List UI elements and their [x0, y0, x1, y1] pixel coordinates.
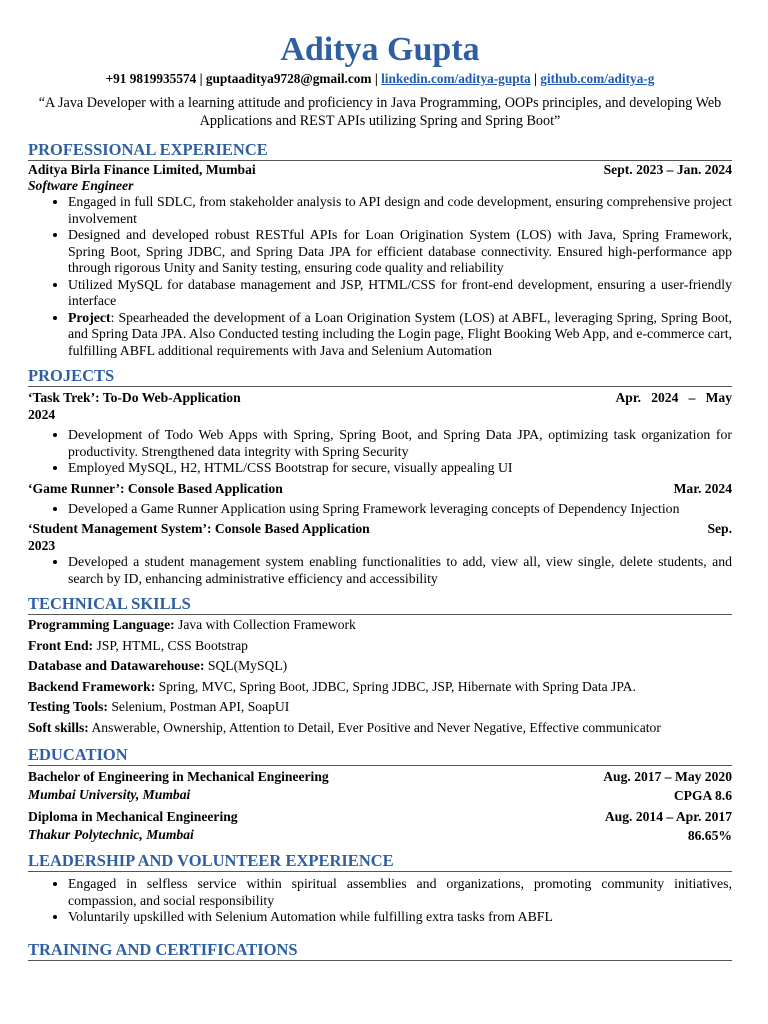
experience-header	[28, 161, 732, 178]
job-title: Software Engineer	[28, 178, 134, 193]
experience-dates: Sept. 2023 – Jan. 2024	[603, 162, 732, 177]
summary-statement: “A Java Developer with a learning attitude and proficiency in Java Programming, OOPs principles, and developing Web Applications and REST APIs utilizing Spring and Spring Boot”	[38, 95, 722, 129]
contact-line: +91 9819935574 | guptaaditya9728@gmail.com | linkedin.com/aditya-gupta | github.com/aditya-g	[105, 71, 655, 86]
skill-line: Backend Framework: Spring, MVC, Spring Boot, JDBC, Spring JDBC, JSP, Hibernate with Spring Data JPA.	[28, 678, 636, 694]
list-item: • Voluntarily upskilled with Selenium Automation while fulfilling extra tasks from ABFL	[68, 909, 732, 926]
grade: CPGA 8.6	[673, 788, 732, 803]
section-heading-leadership: LEADERSHIP AND VOLUNTEER EXPERIENCE	[28, 851, 732, 872]
leadership-bullets	[28, 876, 732, 926]
project-text: : Spearheaded the development of a Loan Origination System (LOS) at ABFL, leveraging Spring, Spring Boot, and Spring Data JPA. Also Conducted testing including the Login page, Flight Booking Web App, and e-commerce cart, fulfilling ABFL additional requirements with Java and Selenium Automation	[68, 309, 732, 358]
degree: Diploma in Mechanical Engineering	[28, 809, 238, 824]
education-sub	[28, 787, 732, 804]
education-header	[28, 808, 732, 825]
project-title: ‘Game Runner’: Console Based Application	[28, 480, 283, 496]
project-title: ‘Task Trek’: To-Do Web-Application	[28, 390, 241, 405]
list-item: • Employed MySQL, H2, HTML/CSS Bootstrap for secure, visually appealing UI	[68, 460, 732, 477]
linkedin-link[interactable]: linkedin.com/aditya-gupta	[381, 71, 531, 86]
education-dates: Aug. 2017 – May 2020	[603, 769, 732, 784]
project-date-wrap: 2023	[28, 538, 56, 553]
school: Thakur Polytechnic, Mumbai	[28, 827, 194, 842]
school: Mumbai University, Mumbai	[28, 787, 191, 802]
list-item: • Developed a Game Runner Application using Spring Framework leveraging concepts of Dependency Injection	[68, 501, 732, 518]
project-bullets	[28, 427, 732, 477]
project-header	[28, 520, 732, 537]
github-link[interactable]: github.com/aditya-g	[540, 71, 655, 86]
company-name: Aditya Birla Finance Limited, Mumbai	[28, 162, 256, 177]
phone: +91 9819935574	[105, 71, 197, 86]
list-item: • Developed a student management system enabling functionalities to add, view all, view single, delete students, and search by ID, enhancing administrative efficiency and accessibility	[68, 554, 732, 587]
education-header	[28, 768, 732, 785]
skill-line: Programming Language: Java with Collection Framework	[28, 617, 356, 632]
project-date-wrap: 2024	[28, 407, 56, 422]
list-item: • Utilized MySQL for database management and JSP, HTML/CSS for front-end development, ensuring a user-friendly interface	[68, 277, 732, 310]
project-bullets	[28, 501, 732, 518]
section-heading-education: EDUCATION	[28, 745, 732, 766]
skill-line: Front End: JSP, HTML, CSS Bootstrap	[28, 637, 248, 653]
candidate-name: Aditya Gupta	[280, 31, 480, 68]
section-heading-skills: TECHNICAL SKILLS	[28, 594, 732, 615]
section-heading-training: TRAINING AND CERTIFICATIONS	[28, 940, 732, 961]
project-label: Project	[68, 309, 111, 325]
project-bullets	[28, 554, 732, 587]
grade: 86.65%	[687, 828, 732, 843]
list-item	[68, 310, 732, 360]
project-header	[28, 389, 732, 406]
skill-line: Soft skills: Answerable, Ownership, Attention to Detail, Ever Positive and Never Negative, Effective communicator	[28, 719, 661, 735]
section-heading-experience: PROFESSIONAL EXPERIENCE	[28, 140, 732, 161]
section-heading-projects: PROJECTS	[28, 366, 732, 387]
project-date: Apr. 2024 – May	[615, 390, 732, 405]
resume-page	[28, 0, 732, 961]
education-sub	[28, 827, 732, 844]
list-item: • Designed and developed robust RESTful APIs for Loan Origination System (LOS) with Java, Spring Framework, Spring Boot, Spring JDBC, and Spring Data JPA for efficient database connectivity. Ensured high-performance app through rigorous Unity and Sanity testing, ensuring code quality and reliability	[68, 227, 732, 277]
project-title: ‘Student Management System’: Console Based Application	[28, 521, 370, 536]
education-dates: Aug. 2014 – Apr. 2017	[604, 809, 732, 824]
list-item: • Engaged in full SDLC, from stakeholder analysis to API design and code development, ensuring comprehensive project involvement	[68, 194, 732, 227]
degree: Bachelor of Engineering in Mechanical Engineering	[28, 769, 329, 784]
list-item: • Engaged in selfless service within spiritual assemblies and organizations, promoting community initiatives, compassion, and social responsibility	[68, 876, 732, 909]
project-header	[28, 480, 732, 497]
list-item: • Development of Todo Web Apps with Spring, Spring Boot, and Spring Data JPA, optimizing task organization for productivity. Strengthened data integrity with Spring Security	[68, 427, 732, 460]
project-date: Mar. 2024	[673, 480, 732, 496]
skill-line: Database and Datawarehouse: SQL(MySQL)	[28, 658, 288, 673]
experience-bullets	[28, 194, 732, 359]
project-date: Sep.	[707, 521, 732, 536]
email: guptaaditya9728@gmail.com	[205, 71, 372, 86]
skill-line: Testing Tools: Selenium, Postman API, SoapUI	[28, 699, 290, 714]
